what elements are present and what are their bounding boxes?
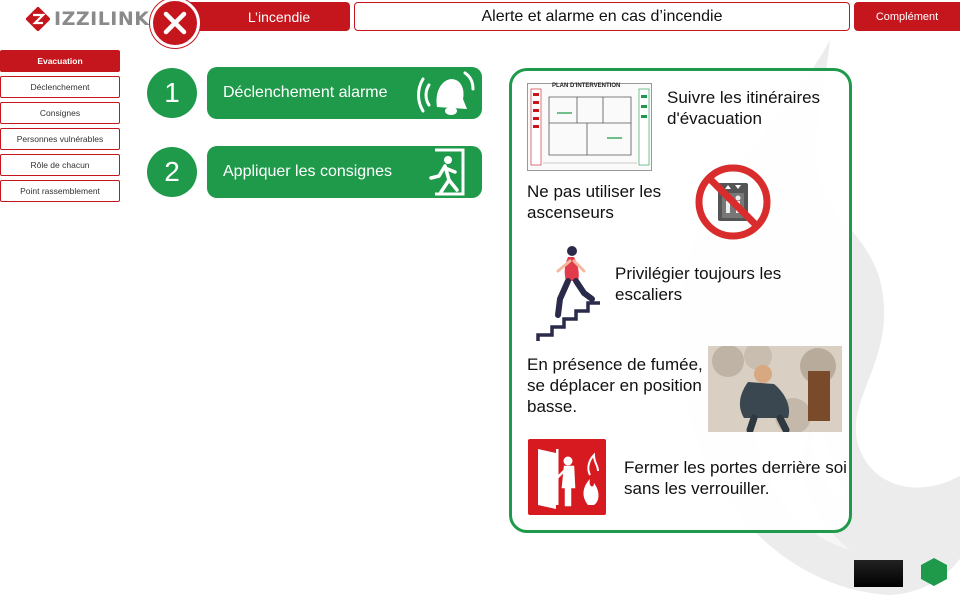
step-number: 2: [147, 147, 197, 197]
instruction-ascenseurs: Ne pas utiliser les ascenseurs: [527, 182, 662, 222]
page-title: Alerte et alarme en cas d’incendie: [354, 2, 850, 31]
tab-complement[interactable]: Complément: [854, 2, 960, 31]
step-number: 1: [147, 68, 197, 118]
instruction-portes: Fermer les portes derrière soi sans les verrouiller.: [624, 458, 847, 498]
instructions-panel: [509, 68, 852, 533]
smoke-crawl-icon: [708, 346, 842, 432]
menu-item-consignes[interactable]: Consignes: [0, 102, 120, 124]
sidebar-menu: [0, 50, 120, 206]
tab-incendie[interactable]: L’incendie: [180, 2, 350, 31]
menu-item-point-rassemblement[interactable]: Point rassemblement: [0, 180, 120, 202]
menu-item-evacuation[interactable]: Evacuation: [0, 50, 120, 72]
step-2-consignes[interactable]: [147, 146, 483, 198]
evacuation-plan-icon: [527, 83, 652, 171]
menu-item-role-de-chacun[interactable]: Rôle de chacun: [0, 154, 120, 176]
instruction-escaliers: Privilégier toujours les escaliers: [615, 264, 782, 304]
step-1-alarm[interactable]: [147, 67, 483, 119]
menu-item-personnes-vulnerables[interactable]: Personnes vulnérables: [0, 128, 120, 150]
step-label: Déclenchement alarme: [223, 84, 388, 101]
no-elevator-icon: [694, 163, 772, 241]
next-hexagon-button[interactable]: [920, 557, 948, 587]
step-label: Appliquer les consignes: [223, 163, 392, 180]
close-button[interactable]: [150, 0, 200, 48]
emergency-exit-icon: [415, 146, 475, 198]
close-door-fire-icon: [528, 439, 606, 515]
stairs-person-icon: [534, 241, 604, 346]
instruction-itineraires: Suivre les itinéraires d'évacuation: [667, 88, 821, 128]
menu-item-declenchement[interactable]: Déclenchement: [0, 76, 120, 98]
izzilink-logo-icon: [26, 7, 50, 31]
alarm-bell-icon: [415, 67, 475, 119]
plan-title: PLAN D'INTERVENTION: [552, 83, 621, 89]
close-x-icon: [161, 9, 189, 37]
brand-logo: [26, 6, 150, 32]
previous-button[interactable]: [854, 560, 903, 587]
instruction-fumee: En présence de fumée, se déplacer en position basse.: [527, 355, 703, 416]
brand-name: IZZILINK: [54, 8, 150, 30]
